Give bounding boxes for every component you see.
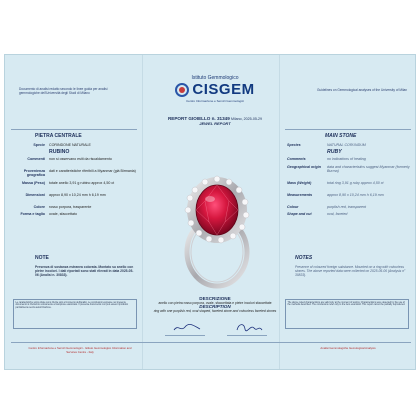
- description-block: [147, 297, 283, 313]
- globe-icon: [175, 83, 189, 97]
- fold-line: [279, 55, 280, 369]
- institute-logo: [155, 75, 275, 103]
- logo-top-text: Istituto Gemmologico: [191, 75, 239, 81]
- field-label: Mass (Weight): [287, 181, 312, 185]
- field-value: total ring 3,91 g ruby approx 4,50 ct: [327, 181, 384, 185]
- report-place-date: Milano, 2025-05-29: [231, 117, 263, 121]
- disclaimer-it: Le caratteristiche sopra citate sono riferite solo al momento dell'analisi. Le conclusioni espresse nel presente documento si riferiscono unicamente al campione esaminato. Il presente documento non può essere riprodotto parzialmente senza autorizzazione.: [13, 299, 137, 329]
- field-label: Shape and cut: [287, 212, 312, 216]
- field-value: RUBINO: [49, 149, 70, 156]
- field-value: RUBY: [327, 149, 342, 156]
- field-value: rosso porpora, trasparente: [49, 204, 92, 209]
- field-label: Geographical origin: [287, 164, 321, 169]
- description-title-it: DESCRIZIONE: [199, 296, 231, 301]
- field-value: CORINDONE NATURALE: [49, 143, 91, 147]
- field-value: dati e caratteristiche riferibili a Myanmar (già Birmania): [49, 169, 136, 174]
- field-label: Colour: [287, 204, 299, 209]
- field-value: totale anello 3,91 g rubino approx 4,50 ct: [49, 181, 115, 185]
- logo-name: CISGEM: [192, 81, 255, 98]
- ring-photo: [165, 166, 265, 294]
- field-value: data and characteristics suggest Myanmar (formerly Burma): [327, 164, 410, 173]
- notes-text-en: Presence of coloured foreign substance. Mounted on a ring with colourless stones. The above reported data were collected on 2025-05-06 (Analysis n° 30833).: [295, 265, 406, 278]
- signature-line: [227, 335, 267, 336]
- report-title: [147, 116, 283, 126]
- signature-right: [235, 321, 263, 336]
- footer-divider: [11, 342, 411, 343]
- field-label: Massa (Peso): [22, 181, 45, 185]
- report-card: [4, 54, 416, 370]
- field-value: ovale, sfaccettato: [49, 212, 77, 216]
- description-title-en: DESCRIPTION: [199, 304, 231, 309]
- field-label: Forma e taglio: [20, 212, 45, 216]
- field-label: Species: [287, 143, 301, 147]
- logo-subtitle: Centro Informazione e Servizi Gemmologici: [186, 99, 244, 103]
- field-label: Comments: [287, 157, 306, 162]
- field-value: oval, faceted: [327, 212, 348, 216]
- description-text-it: anello con pietra rosso porpora, ovale, sfaccettata e pietre incolori sfaccettate: [158, 301, 272, 305]
- notes-text-it: Presenza di sostanza estranea colorata. Montato su anello con pietre incolori. I dati riportati sono stati rilevati in data 2025-05-06 (Analisi n. 30833).: [35, 265, 134, 278]
- field-value: approx 8,90 x 10,24 mm h 6,19 mm: [327, 192, 384, 197]
- report-title-en: JEWEL REPORT: [199, 121, 231, 126]
- field-label: Measurements: [287, 192, 313, 197]
- footer-left: Centro Informazione e Servizi Gemmologici - Istituto Gemmologico Information and Services Centre - Italy: [28, 346, 132, 354]
- main-stone-title-en: MAIN STONE: [325, 133, 357, 139]
- field-value: approx 8,90 x 10,24 mm h 6,19 mm: [49, 192, 106, 197]
- description-text-en: ring with one purplish red, oval shaped, faceted stone and colourless faceted stones: [153, 309, 277, 313]
- field-label: Provenienza geografica: [23, 169, 45, 178]
- signature-line: [165, 335, 205, 336]
- field-label: Specie: [33, 143, 45, 147]
- field-label: Colore: [33, 204, 45, 209]
- disclaimer-en: The above noted characteristics are valid only at the moment of testing. Characteristics were detected by the use of the methods described. The conclusions refer only to the item examined. This report cannot be partially reproduced.: [285, 299, 409, 329]
- field-value: no indications of heating: [327, 157, 366, 162]
- field-value: NATURAL CORUNDUM: [327, 143, 366, 147]
- main-stone-title-it: PIETRA CENTRALE: [35, 133, 82, 139]
- field-label: Commenti: [27, 157, 45, 162]
- notes-title-en: NOTES: [295, 255, 313, 261]
- footer-right: Analisi Gemmologiche Gemological Analysis: [320, 346, 376, 350]
- notes-title-it: NOTE: [35, 255, 49, 261]
- header-left-text: Documento di analisi redatto secondo le linee guida per analisi gemmologiche dell'Università degli Studi di Milano: [19, 87, 108, 95]
- field-value: non si osservano esiti da riscaldamento: [49, 157, 112, 162]
- fold-line: [142, 55, 143, 369]
- field-label: Dimensioni: [25, 192, 45, 197]
- field-value: purplish red, transparent: [327, 204, 366, 209]
- divider: [11, 129, 137, 130]
- header-right-text: Guidelines on Gemmological analyses of the University of Milan: [316, 88, 407, 92]
- report-number: REPORT GIOIELLO n. 31349: [167, 116, 230, 121]
- divider: [285, 129, 411, 130]
